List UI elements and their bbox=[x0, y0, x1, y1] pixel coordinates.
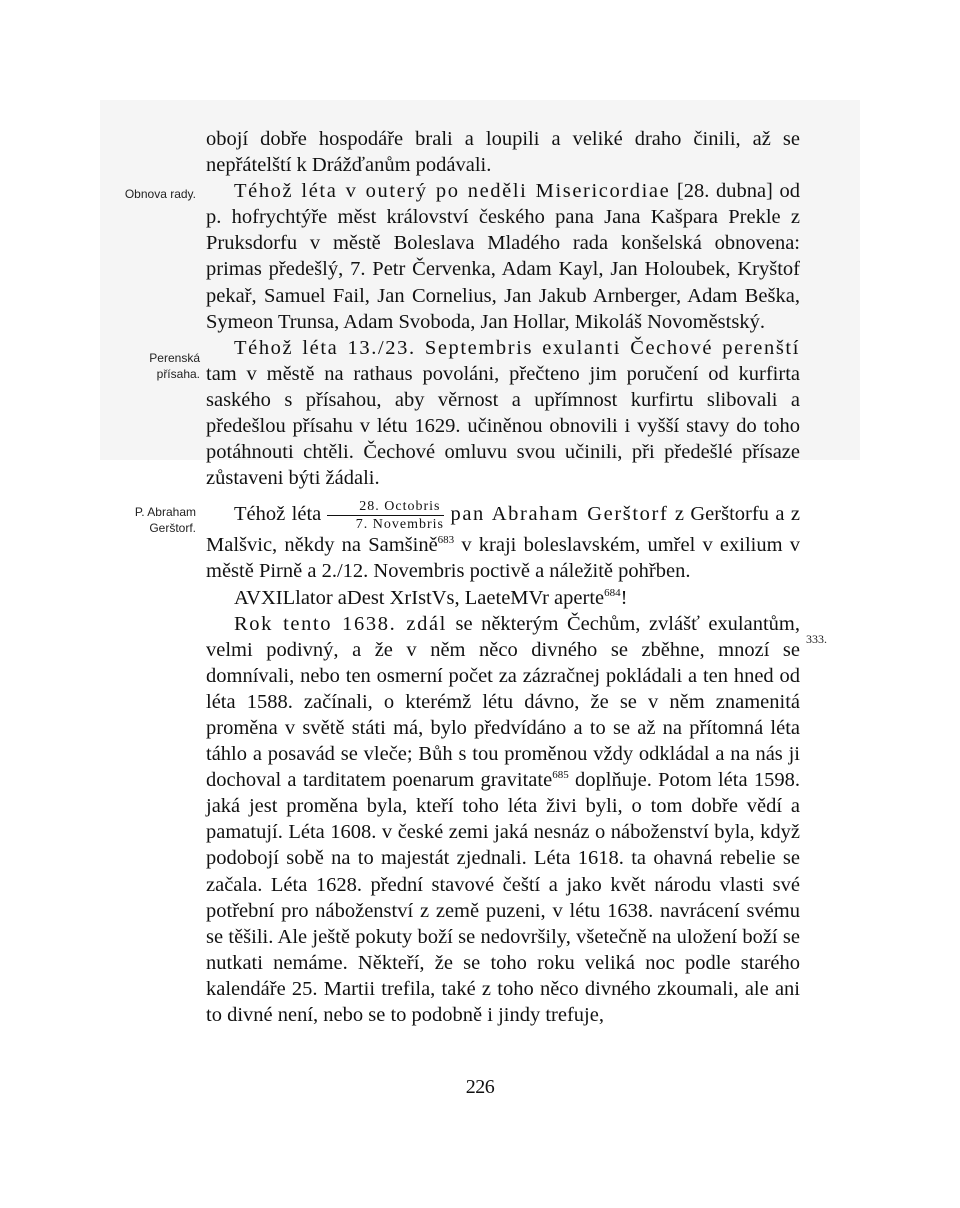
paragraph-4-text-1: z Gerštorfu a z Malšvic, někdy na Samšině bbox=[206, 503, 800, 557]
paragraph-2 bbox=[206, 178, 800, 335]
side-reference-number: 333. bbox=[806, 632, 827, 646]
date-fraction-denominator: 7. Novembris bbox=[355, 517, 444, 533]
paragraph-2-text: [28. dubna] od p. hofrychtýře měst království českého pana Jana Kašpara Prekle z Pruksdorfu v městě Boleslava Mladého rada konšelská obnovena: primas předešlý, 7. Petr Červenka, Adam Kayl, Jan Holoubek, Kryštof pekař, Samuel Fail, Jan Cornelius, Jan Jakub Arnberger, Adam Beška, Symeon Trunsa, Adam Svoboda, Jan Hollar, Mikoláš Novoměstský. bbox=[206, 180, 800, 333]
chronogram-text: AVXILlator aDest XrIstVs, LaeteMVr aperte bbox=[234, 586, 605, 609]
footnote-ref-685: 685 bbox=[552, 769, 569, 782]
date-fraction-numerator: 28. Octobris bbox=[327, 499, 444, 516]
paragraph-4-lead: Téhož léta bbox=[234, 503, 322, 526]
paragraph-2-lead: Téhož léta v outerý po neděli Misericordiae bbox=[234, 180, 671, 203]
footnote-ref-683: 683 bbox=[437, 534, 455, 547]
margin-note-perenska-line1: Perenská bbox=[149, 351, 200, 365]
paragraph-6 bbox=[206, 611, 800, 1029]
paragraph-3-text: tam v městě na rathaus povoláni, přečteno jim poručení od kurfirta saského s přísahou, aby věrnost a upřímnost kurfirtu slibovali a předešlou přísahu v létu 1629. učiněnou obnovili i vyšší stavy do toho potáhnouti chtěli. Čechové omluvu svou učinili, při předešlé přísaze zůstaveni býti žádali. bbox=[206, 362, 800, 490]
paragraph-6-text-1: se některým Čechům, zvlášť exulantům, velmi podivný, a že v něm něco divného se zběhne, mnozí se domnívali, nebo ten osmerní počet za zázračnej pokládali a ten hned od léta 1588. začínali, o kterémž létu dávno, že se v něm znamenitá proměna v světě státi má, bylo předvídáno a to se až na přítomná léta táhlo a posavád se vleče; Bůh s tou proměnou vždy odkládal a na nás ji dochoval a tarditatem poenarum gravitate bbox=[206, 612, 800, 792]
margin-note-abraham bbox=[100, 504, 196, 536]
paragraph-1: obojí dobře hospodáře brali a loupili a veliké draho činili, až se nepřátelští k Drážďanům podávali. bbox=[206, 128, 800, 177]
margin-note-abraham-line1: P. Abraham bbox=[134, 505, 196, 519]
paragraph-4 bbox=[206, 499, 800, 584]
date-fraction bbox=[327, 499, 444, 532]
margin-note-obnova bbox=[100, 186, 196, 202]
margin-note-perenska bbox=[104, 350, 200, 382]
paragraph-4-name: pan Abraham Gerštorf bbox=[450, 503, 669, 526]
paragraph-3-lead: Téhož léta 13./23. Septembris exulanti Čechové perenští bbox=[234, 336, 800, 359]
footnote-ref-684: 684 bbox=[604, 586, 621, 599]
paragraph-3 bbox=[206, 335, 800, 492]
page-number: 226 bbox=[465, 1076, 495, 1098]
chronogram-end: ! bbox=[620, 586, 628, 609]
margin-note-abraham-line2: Gerštorf. bbox=[149, 521, 196, 535]
paragraph-6-lead: Rok tento 1638. zdál bbox=[234, 612, 447, 635]
paragraph-5-chronogram bbox=[206, 585, 800, 611]
margin-note-obnova-text: Obnova rady. bbox=[124, 187, 196, 201]
paragraph-4-text-2: v kraji boleslavském, umřel v exilium v městě Pirně a 2./12. Novembris poctivě a náležitě pohřben. bbox=[206, 534, 800, 583]
main-text bbox=[206, 126, 800, 1028]
margin-note-perenska-line2: přísaha. bbox=[156, 367, 200, 381]
paragraph-6-text-2: doplňuje. Potom léta 1598. jaká jest proměna byla, kteří toho léta živi byli, o tom dobře vědí a pamatují. Léta 1608. v české zemi jaká nesnáz o náboženství byla, když podobojí sobě na to majestát zjednali. Léta 1618. ta ohavná rebelie se začala. Léta 1628. přední stavové čeští a jako květ národu vlasti své potřební pro náboženství z země puzeni, v létu 1638. navrácení svému se těšili. Ale ještě pokuty boží se nedovršily, všetečně na uložení boží se nutkati nemáme. Někteří, že se toho roku veliká noc podle starého kalendáře 25. Martii trefila, také z toho něco divného zkoumali, ale ani to divné není, nebo se to podobně i jindy trefuje, bbox=[206, 769, 800, 1026]
